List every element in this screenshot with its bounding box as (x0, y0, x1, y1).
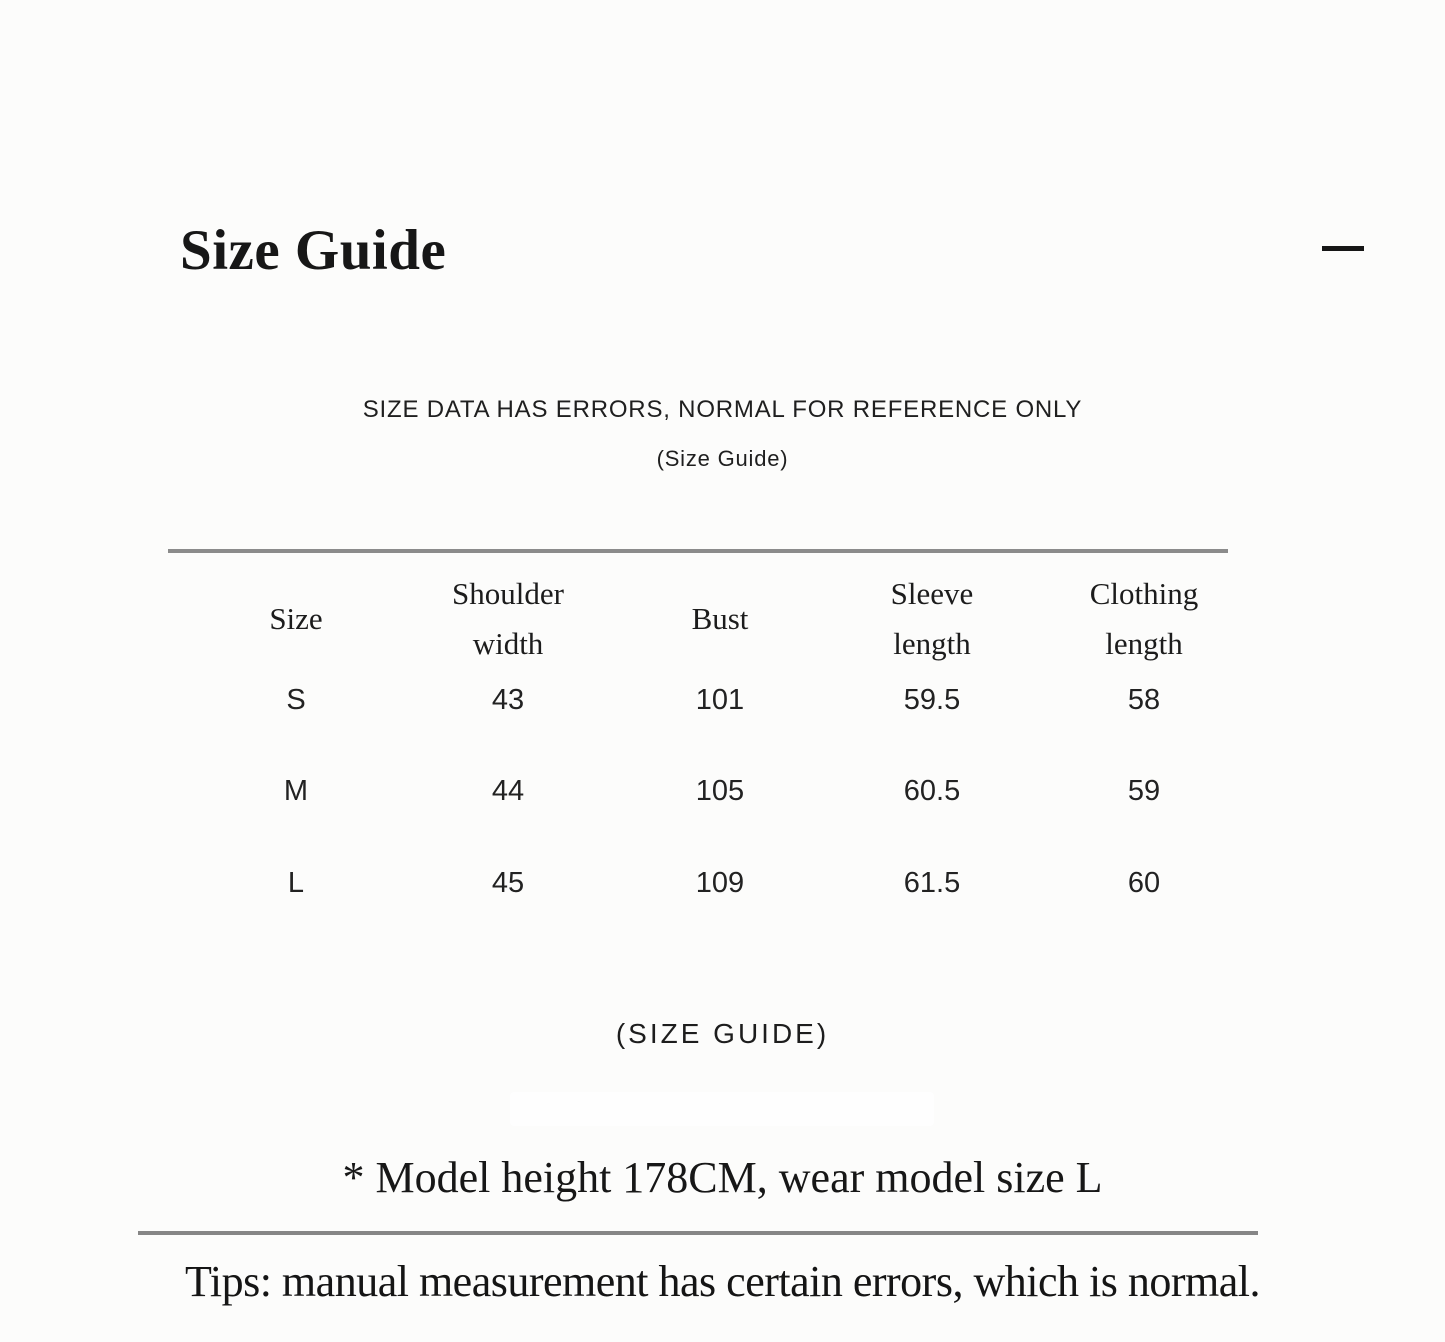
column-header-bust: Bust (691, 601, 749, 636)
minus-icon (1322, 246, 1364, 251)
cell-sleeve-length: 59.5 (903, 683, 961, 716)
measurement-tips: Tips: manual measurement has certain errors, which is normal. (185, 1257, 1260, 1306)
cell-size: L (287, 866, 305, 899)
page-title: Size Guide (180, 219, 447, 282)
cell-clothing-length: 59 (1127, 774, 1161, 807)
collapse-section-button[interactable] (1308, 228, 1378, 268)
table-row-size-s (190, 678, 1250, 722)
column-header-sleeve-length: Sleeve length (890, 576, 974, 661)
faint-highlight-band (510, 1092, 934, 1126)
cell-shoulder-width: 45 (491, 866, 525, 899)
cell-bust: 105 (695, 774, 745, 807)
cell-clothing-length: 60 (1127, 866, 1161, 899)
cell-sleeve-length: 60.5 (903, 774, 961, 807)
table-row-size-l (190, 861, 1250, 905)
size-guide-subnote: (Size Guide) (656, 446, 789, 471)
column-header-clothing-length: Clothing length (1089, 576, 1199, 661)
size-table-header-row (190, 566, 1250, 672)
cell-bust: 101 (695, 683, 745, 716)
table-row-size-m (190, 769, 1250, 813)
size-data-notice: SIZE DATA HAS ERRORS, NORMAL FOR REFERENCE ONLY (362, 396, 1083, 423)
column-header-shoulder-width: Shoulder width (452, 576, 564, 661)
size-guide-caption: (SIZE GUIDE) (615, 1018, 830, 1049)
cell-size: S (286, 683, 306, 716)
cell-clothing-length: 58 (1127, 683, 1161, 716)
cell-shoulder-width: 44 (491, 774, 525, 807)
section-divider (138, 1231, 1258, 1235)
cell-bust: 109 (695, 866, 745, 899)
cell-shoulder-width: 43 (491, 683, 525, 716)
table-top-rule (168, 549, 1228, 553)
column-header-size: Size (269, 601, 323, 636)
model-height-note: * Model height 178CM, wear model size L (342, 1153, 1103, 1202)
cell-sleeve-length: 61.5 (903, 866, 961, 899)
cell-size: M (283, 774, 309, 807)
